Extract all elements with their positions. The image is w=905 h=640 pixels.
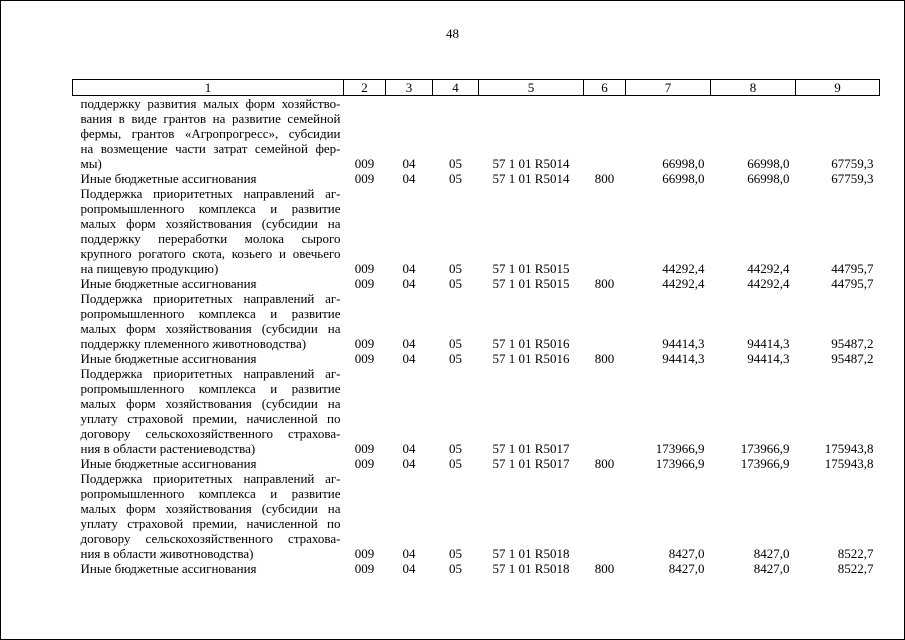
description-cell bbox=[73, 351, 344, 366]
value-cell: 67759,3 bbox=[831, 156, 874, 171]
value-cell: 800 bbox=[594, 561, 615, 576]
value-cell: 05 bbox=[449, 276, 462, 291]
budget-table bbox=[72, 79, 880, 576]
value-cell: 57 1 01 R5017 bbox=[492, 456, 570, 471]
description-line: ропромышленного комплекса и развитие bbox=[80, 486, 341, 501]
value-cell bbox=[584, 291, 626, 351]
value-cell bbox=[584, 366, 626, 456]
header-cell: 2 bbox=[344, 80, 386, 96]
description-line: ропромышленного комплекса и развитие bbox=[80, 381, 341, 396]
table-row bbox=[73, 96, 880, 172]
description-line: малых форм хозяйствования (субсидии на bbox=[80, 216, 341, 231]
value-cell: 05 bbox=[449, 336, 462, 351]
value-cell: 800 bbox=[594, 171, 615, 186]
value-cell: 57 1 01 R5017 bbox=[492, 441, 570, 456]
value-cell: 175943,8 bbox=[824, 441, 874, 456]
description-line: уплату страховой премии, начисленной по bbox=[80, 516, 341, 531]
description-line: Поддержка приоритетных направлений аг- bbox=[80, 186, 341, 201]
value-cell: 800 bbox=[594, 456, 615, 471]
description-line: Поддержка приоритетных направлений аг- bbox=[80, 366, 341, 381]
header-cell: 6 bbox=[584, 80, 626, 96]
description-cell bbox=[73, 366, 344, 456]
value-cell: 8522,7 bbox=[837, 561, 874, 576]
value-cell: 44292,4 bbox=[747, 276, 790, 291]
description-line: поддержку развития малых форм хозяйство- bbox=[80, 96, 341, 111]
value-cell: 009 bbox=[354, 546, 375, 561]
value-cell: 175943,8 bbox=[824, 456, 874, 471]
value-cell: 44292,4 bbox=[747, 261, 790, 276]
value-cell: 173966,9 bbox=[740, 441, 790, 456]
value-cell: 009 bbox=[354, 336, 375, 351]
value-cell: 05 bbox=[449, 261, 462, 276]
value-cell: 04 bbox=[402, 546, 416, 561]
value-cell: 800 bbox=[594, 276, 615, 291]
description-line: Иные бюджетные ассигнования bbox=[80, 561, 257, 576]
description-line: крупного рогатого скота, козьего и овечьего bbox=[80, 246, 341, 261]
value-cell: 05 bbox=[449, 171, 462, 186]
value-cell bbox=[584, 471, 626, 561]
value-cell: 67759,3 bbox=[831, 171, 874, 186]
value-cell: 94414,3 bbox=[747, 336, 790, 351]
value-cell: 009 bbox=[354, 261, 375, 276]
value-cell: 57 1 01 R5014 bbox=[492, 171, 570, 186]
value-cell: 66998,0 bbox=[747, 171, 790, 186]
table-row bbox=[73, 366, 880, 456]
description-line: уплату страховой премии, начисленной по bbox=[80, 411, 341, 426]
description-cell bbox=[73, 96, 344, 172]
description-cell bbox=[73, 186, 344, 276]
description-line: фермы, грантов «Агропрогресс», субсидии bbox=[80, 126, 341, 141]
description-cell bbox=[73, 171, 344, 186]
value-cell bbox=[584, 186, 626, 276]
value-cell: 57 1 01 R5018 bbox=[492, 546, 570, 561]
value-cell: 57 1 01 R5016 bbox=[492, 336, 570, 351]
header-cell: 1 bbox=[73, 80, 344, 96]
value-cell: 94414,3 bbox=[747, 351, 790, 366]
header-cell: 3 bbox=[386, 80, 433, 96]
value-cell: 66998,0 bbox=[747, 156, 790, 171]
value-cell: 05 bbox=[449, 561, 462, 576]
value-cell: 05 bbox=[449, 456, 462, 471]
header-cell: 8 bbox=[711, 80, 796, 96]
value-cell: 05 bbox=[449, 441, 462, 456]
value-cell: 44292,4 bbox=[662, 261, 705, 276]
value-cell: 05 bbox=[449, 351, 462, 366]
description-cell bbox=[73, 456, 344, 471]
value-cell: 57 1 01 R5015 bbox=[492, 261, 570, 276]
description-line: Поддержка приоритетных направлений аг- bbox=[80, 291, 341, 306]
value-cell: 8427,0 bbox=[753, 546, 790, 561]
description-line: малых форм хозяйствования (субсидии на bbox=[80, 501, 341, 516]
value-cell: 95487,2 bbox=[831, 351, 874, 366]
description-line: Иные бюджетные ассигнования bbox=[80, 171, 257, 186]
description-line: на пищевую продукцию) bbox=[80, 261, 219, 276]
value-cell: 44292,4 bbox=[662, 276, 705, 291]
value-cell: 8427,0 bbox=[668, 546, 705, 561]
table-row bbox=[73, 561, 880, 576]
value-cell: 04 bbox=[402, 561, 416, 576]
value-cell: 009 bbox=[354, 171, 375, 186]
value-cell: 04 bbox=[402, 261, 416, 276]
header-cell: 5 bbox=[479, 80, 584, 96]
header-cell: 4 bbox=[433, 80, 479, 96]
value-cell: 05 bbox=[449, 546, 462, 561]
value-cell: 57 1 01 R5016 bbox=[492, 351, 570, 366]
description-line: договору сельскохозяйственного страхова- bbox=[80, 531, 341, 546]
value-cell: 009 bbox=[354, 156, 375, 171]
table-row bbox=[73, 471, 880, 561]
value-cell: 04 bbox=[402, 171, 416, 186]
value-cell: 800 bbox=[594, 351, 615, 366]
table-row bbox=[73, 171, 880, 186]
value-cell: 8522,7 bbox=[837, 546, 874, 561]
value-cell: 173966,9 bbox=[740, 456, 790, 471]
value-cell: 66998,0 bbox=[662, 171, 705, 186]
description-line: Иные бюджетные ассигнования bbox=[80, 276, 257, 291]
value-cell: 05 bbox=[449, 156, 462, 171]
value-cell: 173966,9 bbox=[655, 456, 705, 471]
table-row bbox=[73, 351, 880, 366]
description-line: договору сельскохозяйственного страхова- bbox=[80, 426, 341, 441]
value-cell: 8427,0 bbox=[668, 561, 705, 576]
value-cell: 95487,2 bbox=[831, 336, 874, 351]
value-cell: 57 1 01 R5015 bbox=[492, 276, 570, 291]
description-line: поддержку переработки молока сырого bbox=[80, 231, 341, 246]
table-body bbox=[73, 96, 880, 577]
description-line: Поддержка приоритетных направлений аг- bbox=[80, 471, 341, 486]
header-cell: 7 bbox=[626, 80, 711, 96]
value-cell: 57 1 01 R5014 bbox=[492, 156, 570, 171]
value-cell: 04 bbox=[402, 336, 416, 351]
description-line: вания в виде грантов на развитие семейной bbox=[80, 111, 341, 126]
value-cell: 173966,9 bbox=[655, 441, 705, 456]
table-row bbox=[73, 291, 880, 351]
value-cell: 009 bbox=[354, 456, 375, 471]
description-line: малых форм хозяйствования (субсидии на bbox=[80, 321, 341, 336]
description-line: ропромышленного комплекса и развитие bbox=[80, 306, 341, 321]
description-cell bbox=[73, 276, 344, 291]
value-cell: 009 bbox=[354, 441, 375, 456]
value-cell bbox=[584, 96, 626, 172]
value-cell: 009 bbox=[354, 276, 375, 291]
description-line: поддержку племенного животноводства) bbox=[80, 336, 307, 351]
value-cell: 57 1 01 R5018 bbox=[492, 561, 570, 576]
table-row bbox=[73, 456, 880, 471]
value-cell: 04 bbox=[402, 156, 416, 171]
value-cell: 8427,0 bbox=[753, 561, 790, 576]
value-cell: 04 bbox=[402, 456, 416, 471]
value-cell: 009 bbox=[354, 351, 375, 366]
value-cell: 009 bbox=[354, 561, 375, 576]
value-cell: 44795,7 bbox=[831, 276, 874, 291]
description-line: ропромышленного комплекса и развитие bbox=[80, 201, 341, 216]
value-cell: 44795,7 bbox=[831, 261, 874, 276]
table-row bbox=[73, 276, 880, 291]
value-cell: 04 bbox=[402, 351, 416, 366]
description-line: на возмещение части затрат семейной фер- bbox=[80, 141, 341, 156]
value-cell: 94414,3 bbox=[662, 351, 705, 366]
description-line: Иные бюджетные ассигнования bbox=[80, 456, 257, 471]
value-cell: 04 bbox=[402, 276, 416, 291]
header-cell: 9 bbox=[796, 80, 880, 96]
table-row bbox=[73, 186, 880, 276]
value-cell: 04 bbox=[402, 441, 416, 456]
description-cell bbox=[73, 561, 344, 576]
description-cell bbox=[73, 291, 344, 351]
description-line: малых форм хозяйствования (субсидии на bbox=[80, 396, 341, 411]
value-cell: 94414,3 bbox=[662, 336, 705, 351]
description-line: Иные бюджетные ассигнования bbox=[80, 351, 257, 366]
description-line: мы) bbox=[80, 156, 102, 171]
description-line: ния в области растениеводства) bbox=[80, 441, 256, 456]
description-cell bbox=[73, 471, 344, 561]
page-number: 48 bbox=[446, 26, 459, 41]
description-line: ния в области животноводства) bbox=[80, 546, 254, 561]
table-header-row bbox=[73, 80, 880, 96]
value-cell: 66998,0 bbox=[662, 156, 705, 171]
